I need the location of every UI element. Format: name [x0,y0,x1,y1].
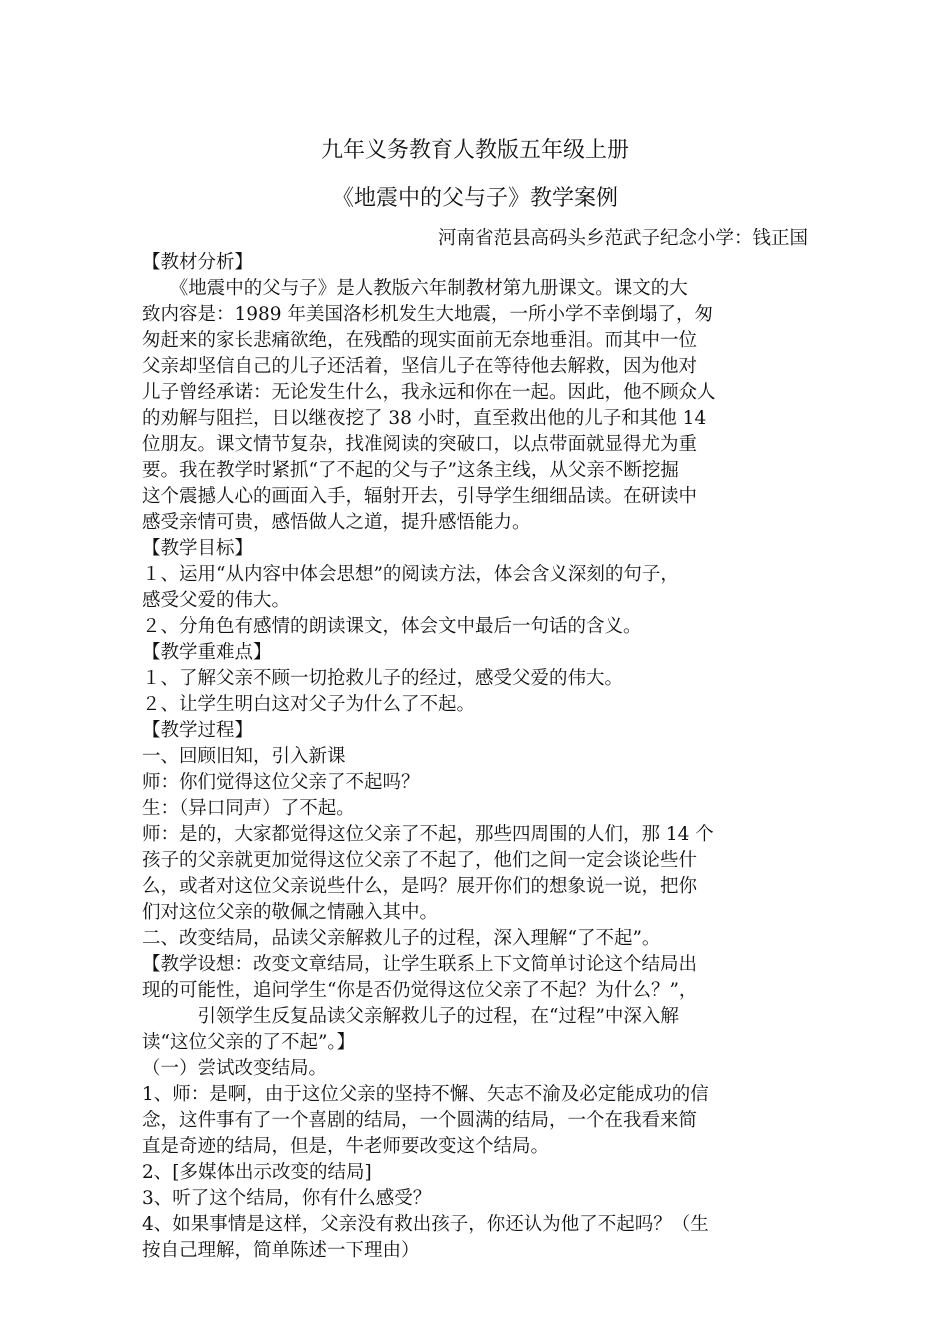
document-title: 九年义务教育人教版五年级上册 [320,138,629,163]
text-line: 一、回顾旧知，引入新课 [142,746,346,767]
text-line: 感受父爱的伟大。 [142,590,291,611]
text-line: 2、[多媒体出示改变的结局] [142,1162,372,1183]
author-line: 河南省范县高码头乡范武子纪念小学：钱正国 [437,228,808,249]
text-line: 直是奇迹的结局，但是，牛老师要改变这个结局。 [142,1136,550,1157]
text-line: ２、分角色有感情的朗读课文，体会文中最后一句话的含义。 [142,616,642,637]
text-line: ２、让学生明白这对父子为什么了不起。 [142,694,476,715]
text-line: 《地震中的父与子》是人教版六年制教材第九册课文。课文的大 [142,278,688,299]
document-body [142,250,812,1264]
text-line: 要。我在教学时紧抓“了不起的父与子”这条主线，从父亲不断挖掘 [142,460,679,481]
text-line: 1、师：是啊，由于这位父亲的坚持不懈、矢志不渝及必定能成功的信 [142,1084,709,1105]
text-line: 引领学生反复品读父亲解救儿子的过程，在“过程”中深入解 [142,1006,679,1027]
text-line: 父亲却坚信自己的儿子还活着，坚信儿子在等待他去解救，因为他对 [142,356,698,377]
text-line: 【教材分析】 [142,252,254,273]
text-line: 这个震撼人心的画面入手，辐射开去，引导学生细细品读。在研读中 [142,486,698,507]
text-line: 师：是的，大家都觉得这位父亲了不起，那些四周围的人们，那 14 个 [142,824,714,845]
text-line: 【教学目标】 [142,538,254,559]
text-line: 【教学过程】 [142,720,254,741]
text-line: 儿子曾经承诺：无论发生什么，我永远和你在一起。因此，他不顾众人 [142,382,716,403]
text-line: 们对这位父亲的敬佩之情融入其中。 [142,902,439,923]
text-line: 现的可能性，追问学生“你是否仍觉得这位父亲了不起？为什么？”， [142,980,698,1001]
text-line: 位朋友。课文情节复杂，找准阅读的突破口，以点带面就显得尤为重 [142,434,698,455]
text-line: 按自己理解，简单陈述一下理由） [142,1240,420,1261]
document-subtitle: 《地震中的父与子》教学案例 [331,186,618,211]
text-line: 【教学重难点】 [142,642,272,663]
text-line: 匆赶来的家长悲痛欲绝，在残酷的现实面前无奈地垂泪。而其中一位 [142,330,698,351]
text-line: 4、如果事情是这样，父亲没有救出孩子，你还认为他了不起吗？（生 [142,1214,709,1235]
text-line: 么，或者对这位父亲说些什么，是吗？展开你们的想象说一说，把你 [142,876,698,897]
text-line: 3、听了这个结局，你有什么感受？ [142,1188,432,1209]
text-line: 孩子的父亲就更加觉得这位父亲了不起了，他们之间一定会谈论些什 [142,850,698,871]
text-line: 致内容是：1989 年美国洛杉机发生大地震，一所小学不幸倒塌了，匆 [142,304,713,325]
text-line: １、运用“从内容中体会思想”的阅读方法，体会含义深刻的句子， [142,564,679,585]
text-line: 师：你们觉得这位父亲了不起吗？ [142,772,420,793]
text-line: 读“这位父亲的了不起”。】 [142,1032,356,1053]
text-line: 二、改变结局，品读父亲解救儿子的过程，深入理解“了不起”。 [142,928,661,949]
text-line: （一）尝试改变结局。 [142,1058,328,1079]
text-line: 感受亲情可贵，感悟做人之道，提升感悟能力。 [142,512,531,533]
text-line: 念，这件事有了一个喜剧的结局，一个圆满的结局，一个在我看来简 [142,1110,698,1131]
text-line: 生：（异口同声）了不起。 [142,798,355,819]
text-line: 的劝解与阻拦，日以继夜挖了 38 小时，直至救出他的儿子和其他 14 [142,408,707,429]
text-line: 【教学设想：改变文章结局，让学生联系上下文简单讨论这个结局出 [142,954,698,975]
text-line: １、了解父亲不顾一切抢救儿子的经过，感受父爱的伟大。 [142,668,624,689]
